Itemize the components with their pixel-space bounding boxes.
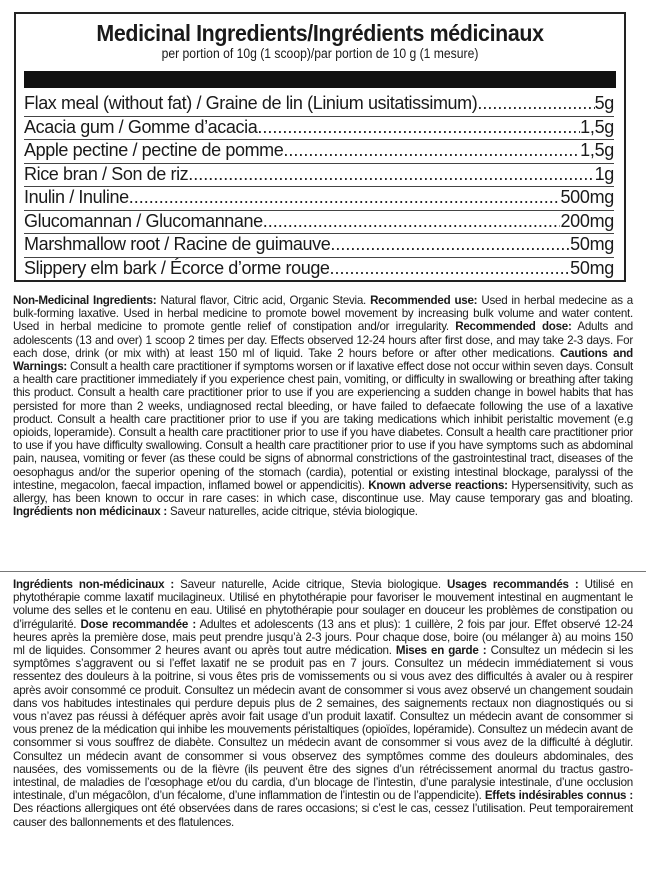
english-label-text [13, 294, 633, 518]
heading-recommended-dose: Recommended dose: [455, 320, 572, 334]
heading-recommended-use: Recommended use: [370, 294, 478, 307]
cautions-text: Consult a health care practitioner if symptoms worsen or if laxative effect dose not occur within seven days. Consult a health care practitioner immediately if you experience chest pain, vomiting, or difficulty in swallowing or breathing after taking this product. Consult a health care practitioner prior to use if you are experiencing a sudden change in bowel habits that has persisted for more than 2 weeks, undiagnosed rectal bleeding, or have failed to defaecate following the use of a laxative product. Consult a health care practitioner prior to use if you are taking medications which inhibit peristaltic movement (e.g opioids, loperamide). Consult a health care practitioner prior to use if you have diabetes. Consult a health care practitioner prior to use if you have difficulty swallowing. Consult a health care practitioner prior to use if you have symptoms such as abdominal pain, nausea, vomiting or fever (as these could be signs of abnormal constrictions of the gastrointestinal tract, diseases of the oesophagus and/or the superior opening of the stomach (cardia), potential or existing intestinal blockage, paralyssi of the intestine, megacolon, faecal impaction, inflamed bowel or appendicitis). [13, 360, 633, 492]
ingredient-name: Flax meal (without fat) / Graine de lin (Linium usitatissimum) [24, 93, 478, 113]
leader-dots [129, 187, 561, 208]
ingredient-amount: 5g [594, 93, 614, 113]
ingredient-name: Rice bran / Son de riz [24, 163, 189, 184]
ingredient-row [24, 140, 614, 164]
non-medicinal-fr-text: Saveur naturelles, acide citrique, stévia biologique. [167, 505, 418, 519]
ingredient-amount: 1,5g [580, 116, 614, 137]
header-bar [24, 71, 616, 88]
heading-non-medicinal-fr: Ingrédients non médicinaux : [13, 505, 168, 519]
ingredient-list [24, 93, 614, 281]
leader-dots [283, 140, 580, 161]
panel-title: Medicinal Ingredients/Ingrédients médicinaux [96, 20, 544, 46]
ingredient-row [24, 258, 614, 282]
adverse-reactions-text: Hypersensitivity, such as allergy, has been known to occur in rare cases: in which case, discontinue use. May cause temporary gas and bloating. [13, 478, 634, 506]
ingredient-row [24, 234, 614, 258]
leader-dots [257, 117, 580, 138]
non-medicinal-text: Saveur naturelle, Acide citrique, Stevia biologique. [174, 578, 447, 591]
recommended-use-text: Used in herbal medecine as a bulk-forming laxative. Used in herbal medicine to promote bowel movement by increasing bulk volume and water content. Used in herbal medicine to promote gentle relief of constipation and/or irregularity. [13, 294, 634, 334]
ingredient-amount: 1,5g [580, 140, 614, 160]
french-label-text [13, 578, 633, 829]
heading-cautions: Mises en garde : [395, 644, 487, 658]
heading-recommended-dose: Dose recommandée : [80, 617, 196, 631]
heading-non-medicinal: Non-Medicinal Ingredients: [13, 294, 157, 307]
ingredient-name: Slippery elm bark / Écorce d’orme rouge [24, 257, 330, 278]
ingredient-amount: 50mg [570, 257, 614, 278]
section-divider [0, 571, 646, 572]
ingredient-name: Apple pectine / pectine de pomme [24, 140, 284, 160]
heading-adverse-reactions: Effets indésirables connus : [484, 789, 633, 803]
leader-dots [330, 234, 570, 255]
non-medicinal-text: Natural flavor, Citric acid, Organic Stevia. [156, 294, 371, 307]
heading-adverse-reactions: Known adverse reactions: [368, 478, 508, 492]
leader-dots [263, 211, 561, 232]
ingredient-name: Glucomannan / Glucomannane [24, 210, 263, 231]
ingredient-row [24, 187, 614, 211]
ingredient-amount: 500mg [560, 187, 614, 207]
heading-recommended-use: Usages recommandés : [446, 578, 579, 591]
leader-dots [330, 258, 571, 279]
ingredient-amount: 1g [594, 163, 614, 184]
recommended-use-text: Utilisé en phytothérapie comme laxatif mucilagineux. Utilisé en phytothérapie pour favoriser le mouvement intestinal en augmentant le volume des selles et le contenu en eau. Utilisé en phytothérapie pour soulager en douceur les problèmes de constipation ou d’irrégularité. [13, 578, 633, 631]
ingredient-name: Marshmallow root / Racine de guimauve [24, 234, 331, 254]
ingredient-row [24, 93, 614, 117]
panel-subtitle: per portion of 10g (1 scoop)/par portion de 10 g (1 mesure) [161, 46, 479, 61]
heading-cautions: Cautions and Warnings: [13, 346, 633, 374]
leader-dots [188, 164, 594, 185]
cautions-text: Consultez un médecin si les symptômes s’aggravent ou si l’effet laxatif ne se produit pas en 7 jours. Consultez un médecin immédiatement si vous ressentez des douleurs à la poitrine, si vous êtes pris de vomissements ou si vous avez des difficultés à avaler ou à respirer après avoir consommé ce produit. Consultez un médecin avant de consommer si vous avez observé un changement soudain dans vos habitudes intestinales qui perdure depuis plus de 2 semaines, des saignements rectaux non diagnostiqués ou si vous n’avez pas réussi à déféquer après avoir fait usage d’un produit laxatif. Consultez un médecin avant de consommer si vous prenez de la médication qui inhibe les mouvements péristaltiques (opioïdes, lopéramide). Consultez un médecin avant de consommer si vous souffrez de diabète. Consultez un médecin avant de consommer si vous avez de la difficulté à déglutir. Consultez un médecin avant de consommer si vous observez des symptômes comme des douleurs abdominales, des nausées, des vomissements ou de la fièvre (ils peuvent être des signes d’un rétrécissement anormal du tractus gastro-intestinal, de maladies de l’œsophage et/ou du cardia, d’un blocage de l’intestin, d’une paralysie intestinale, d’une occlusion intestinale, d’un mégacôlon, d’un fécalome, d’une inflammation de l’intestin ou de l’appendicite). [13, 644, 633, 803]
leader-dots [477, 93, 594, 114]
ingredient-name: Inulin / Inuline [24, 187, 129, 207]
ingredient-row [24, 164, 614, 188]
ingredient-row [24, 117, 614, 141]
heading-non-medicinal: Ingrédients non-médicinaux : [13, 578, 175, 591]
ingredient-amount: 200mg [560, 210, 614, 231]
ingredient-row [24, 211, 614, 235]
adverse-reactions-text: Des réactions allergiques ont été observées dans de rares occasions; si c’est le cas, cessez l’utilisation. Peut temporairement causer des ballonnements et des flatulences. [13, 802, 633, 829]
ingredient-name: Acacia gum / Gomme d’acacia [24, 116, 258, 137]
recommended-dose-text: Adults and adolescents (13 and over) 1 scoop 2 times per day. Effects observed 12-24 hours after first dose, and may take 2-3 days. For each dose, drink (or mix with) at least 150 ml of liquid. Take 2 hours before or after other medications. [13, 320, 633, 360]
medicinal-ingredients-panel [14, 12, 626, 282]
recommended-dose-text: Adultes et adolescents (13 ans et plus): 1 cuillère, 2 fois par jour. Effet observé 12-24 heures après la première dose, mais peut prendre jusqu’à 2-3 jours. Pour chaque dose, boire (ou mélanger à) au moins 150 ml de liquides. Consommer 2 heures avant ou après tout autre médication. [13, 617, 633, 658]
ingredient-amount: 50mg [570, 234, 614, 254]
